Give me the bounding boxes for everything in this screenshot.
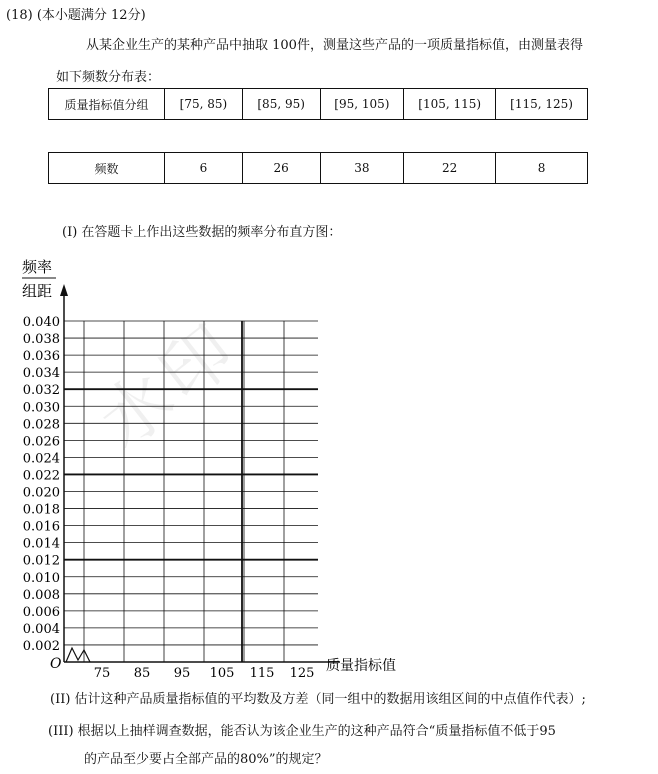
y-tick-label: 0.026 [22,434,60,450]
problem-intro-line1: 从某企业生产的某种产品中抽取 100件，测量这些产品的一项质量指标值，由测量表得 [86,38,583,53]
freq-cell: 8 [496,153,588,184]
x-tick-label: 85 [133,666,151,680]
x-tick-label: 75 [93,666,111,680]
y-tick-label: 0.024 [22,451,60,467]
y-label-top: 频率 [22,258,53,276]
x-tick-label: 115 [249,666,275,680]
group-cell: [85, 95) [242,89,320,120]
problem-header: (18) (本小题满分 12分) [6,8,146,23]
y-label-bottom: 组距 [22,282,53,300]
y-axis-arrow [60,284,68,296]
freq-cell: 6 [165,153,243,184]
table-row [49,89,588,120]
y-tick-label: 0.020 [22,485,60,501]
y-tick-label: 0.032 [22,383,60,399]
origin-label: O [50,656,62,672]
y-tick-label: 0.030 [22,400,60,416]
y-tick-label: 0.028 [22,417,60,433]
group-cell: [115, 125) [496,89,588,120]
axis-break-zigzag [66,648,90,662]
question-3-line2: 的产品至少要占全部产品的80%”的规定？ [84,752,328,767]
y-tick-label: 0.016 [22,519,60,535]
watermark: 水印 [84,305,255,464]
freq-cell: 38 [320,153,404,184]
freq-header-cell: 频数 [49,153,165,184]
group-table [48,88,588,120]
y-tick-label: 0.006 [22,604,60,620]
group-header-cell: 质量指标值分组 [49,89,165,120]
problem-intro-line2: 如下频数分布表： [56,70,161,85]
y-tick-label: 0.008 [22,587,60,603]
group-cell: [75, 85) [165,89,243,120]
y-tick-label: 0.018 [22,502,60,518]
y-tick-label: 0.004 [22,621,60,637]
y-tick-label: 0.038 [22,332,60,348]
y-tick-label: 0.022 [22,468,60,484]
freq-cell: 26 [242,153,320,184]
x-tick-label: 105 [209,666,235,680]
question-2: (II) 估计这种产品质量指标值的平均数及方差（同一组中的数据用该组区间的中点值作代表）; [50,692,586,707]
y-tick-label: 0.014 [22,536,60,552]
x-tick-label: 125 [289,666,315,680]
y-tick-label: 0.002 [22,638,60,654]
y-tick-label: 0.034 [22,366,60,382]
group-cell: [105, 115) [404,89,496,120]
question-1: (I) 在答题卡上作出这些数据的频率分布直方图： [62,225,342,240]
y-tick-label: 0.040 [22,315,60,330]
question-3-line1: (III) 根据以上抽样调查数据，能否认为该企业生产的这种产品符合“质量指标值不低于95 [48,724,556,739]
x-axis-label: 质量指标值 [326,658,396,674]
y-tick-label: 0.010 [22,570,60,586]
x-tick-label: 95 [173,666,191,680]
group-cell: [95, 105) [320,89,404,120]
histogram-grid [0,244,420,680]
y-tick-label: 0.012 [22,553,60,569]
table-row [49,153,588,184]
y-tick-label: 0.036 [22,349,60,365]
frequency-table [48,152,588,184]
freq-cell: 22 [404,153,496,184]
